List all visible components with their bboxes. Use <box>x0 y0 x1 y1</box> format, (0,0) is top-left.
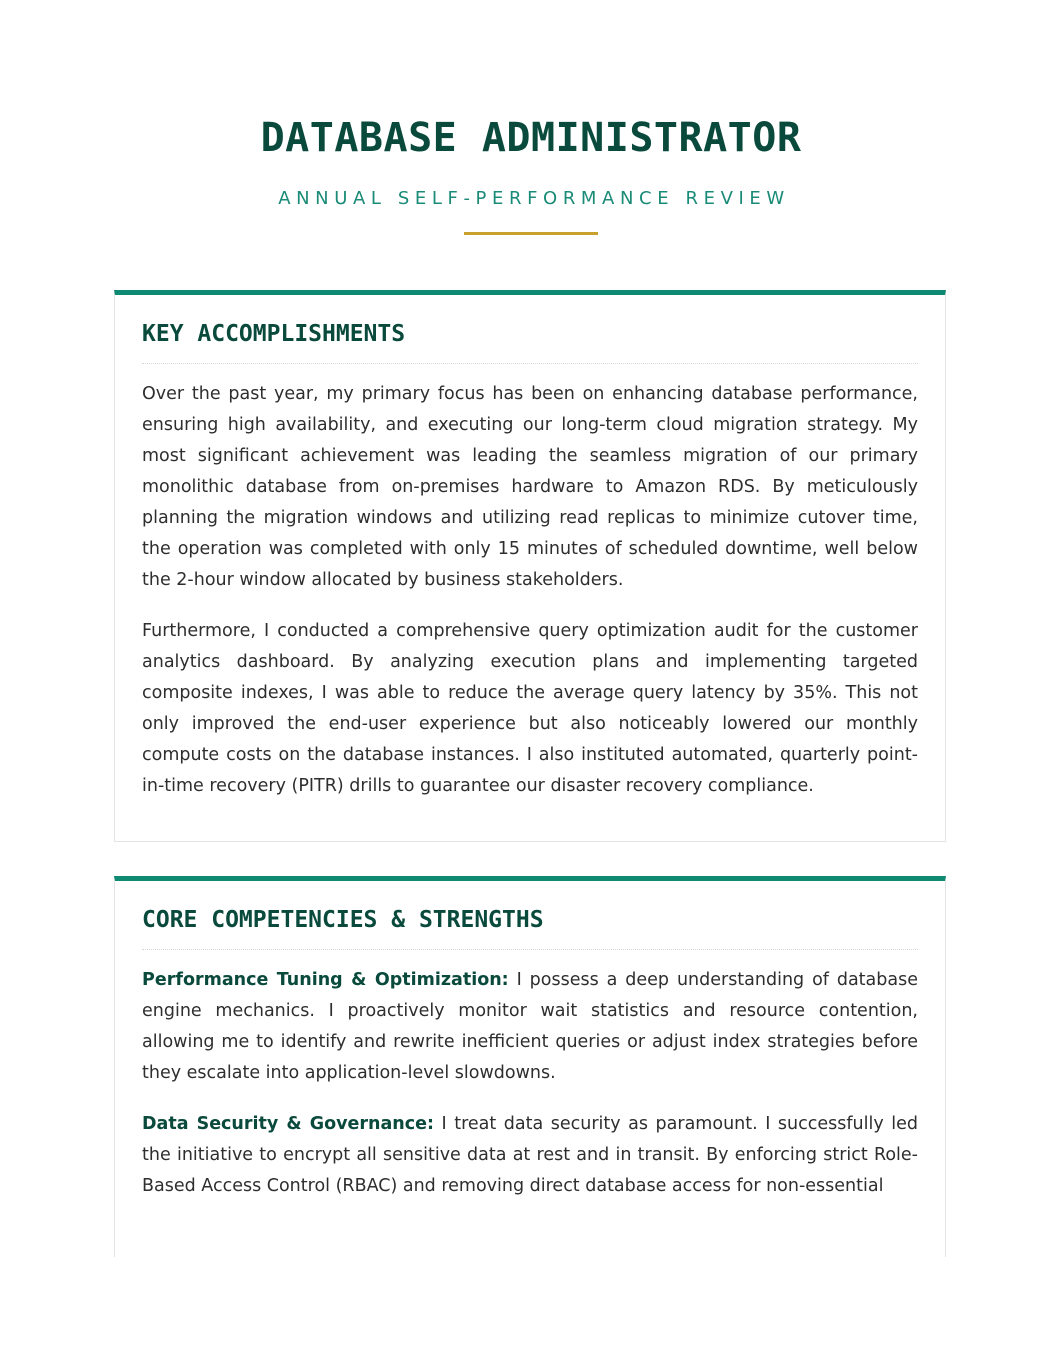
page-header <box>0 114 1062 235</box>
key-accomplishments-section <box>114 290 946 842</box>
section-heading: CORE COMPETENCIES & STRENGTHS <box>142 905 918 950</box>
competency-title: Performance Tuning & Optimization: <box>142 970 509 990</box>
competency-item <box>142 1109 918 1202</box>
paragraph: Furthermore, I conducted a comprehensive query optimization audit for the customer analytics dashboard. By analyzing execution plans and implementing targeted composite indexes, I was able to reduce the average query latency by 35%. This not only improved the end-user experience but also noticeably lowered our monthly compute costs on the database instances. I also instituted automated, quarterly point-in-time recovery (PITR) drills to guarantee our disaster recovery compliance. <box>142 621 918 796</box>
competency-text: I treat data security as paramount. I successfully led the initiative to encrypt all sensitive data at rest and in transit. By enforcing strict Role-Based Access Control (RBAC) and removing direct database access for non-essential <box>142 1114 918 1196</box>
competency-text: I possess a deep understanding of database engine mechanics. I proactively monitor wait statistics and resource contention, allowing me to identify and rewrite inefficient queries or adjust index strategies before they escalate into application-level slowdowns. <box>142 970 918 1083</box>
section-heading: KEY ACCOMPLISHMENTS <box>142 319 918 364</box>
page-title: DATABASE ADMINISTRATOR <box>260 115 802 161</box>
competency-item <box>142 965 918 1089</box>
core-competencies-section <box>114 876 946 1257</box>
page-subtitle: ANNUAL SELF-PERFORMANCE REVIEW <box>278 188 790 209</box>
accent-divider <box>464 232 598 235</box>
paragraph: Over the past year, my primary focus has been on enhancing database performance, ensuring high availability, and executing our long-term cloud migration strategy. My most significant achievement was leading the seamless migration of our primary monolithic database from on-premises hardware to Amazon RDS. By meticulously planning the migration windows and utilizing read replicas to minimize cutover time, the operation was completed with only 15 minutes of scheduled downtime, well below the 2-hour window allocated by business stakeholders. <box>142 384 918 590</box>
competency-title: Data Security & Governance: <box>142 1114 434 1134</box>
